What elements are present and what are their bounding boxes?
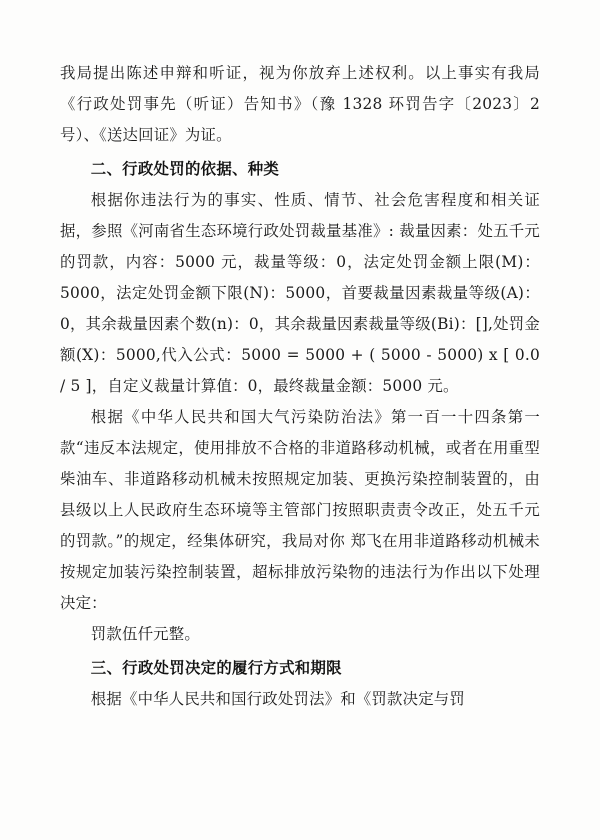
heading-performance-term: 三、行政处罚决定的履行方式和期限: [90, 659, 342, 677]
paragraph-notice-rights: 我局提出陈述申辩和听证，视为你放弃上述权利。以上事实有我局《行政处罚事先（听证）告知书》（豫 1328 环罚告字〔2023〕2 号）、《送达回证》为证。: [60, 64, 540, 144]
document-body: [60, 58, 540, 715]
paragraph-fine-amount: 罚款伍仟元整。: [90, 625, 200, 643]
paragraph-discretion-standard: 根据你违法行为的事实、性质、情节、社会危害程度和相关证据，参照《河南省生态环境行政处罚裁量基准》: 裁量因素：处五千元的罚款，内容：5000 元，裁量等级：0，法定处罚金额上限(M)：5000，法定处罚金额下限(N)：5000，首要裁量因素裁量等级(A)：0，其余裁量因素个数(n)：0，其余裁量因素裁量等级(Bi)：[],处罚金额(X)：5000,代入公式：5000 = 5000 + ( 5000 - 5000) x [ 0.0 / 5 ]，自定义裁量计算值：0，最终裁量金额：5000 元。: [60, 191, 540, 395]
paragraph-performance-basis: 根据《中华人民共和国行政处罚法》和《罚款决定与罚: [90, 690, 465, 708]
heading-basis-types: 二、行政处罚的依据、种类: [90, 160, 280, 178]
paragraph-law-citation: 根据《中华人民共和国大气污染防治法》第一百一十四条第一款“违反本法规定，使用排放不合格的非道路移动机械，或者在用重型柴油车、非道路移动机械未按照规定加装、更换污染控制装置的，由县级以上人民政府生态环境等主管部门按照职责责令改正，处五千元的罚款。”的规定，经集体研究，我局对你 郑飞在用非道路移动机械未按规定加装污染控制装置，超标排放污染物的违法行为作出以下处理决定：: [60, 408, 540, 612]
